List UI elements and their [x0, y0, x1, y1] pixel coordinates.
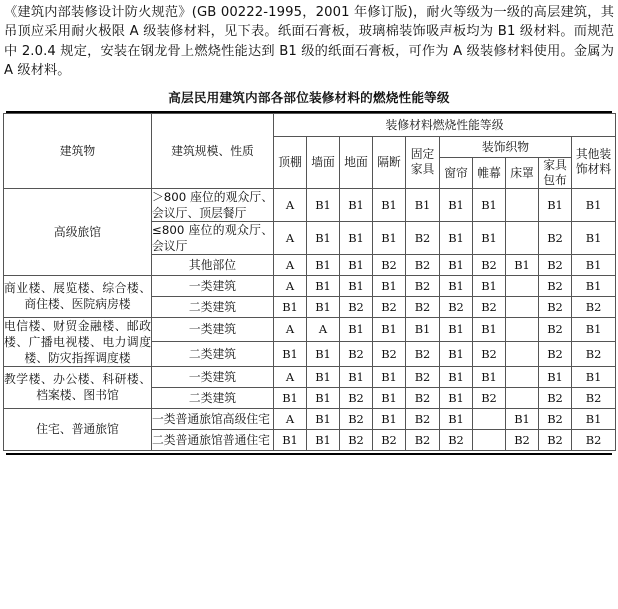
- header-curtain: 窗帘: [440, 157, 473, 188]
- grade-cell: B1: [440, 387, 473, 408]
- grade-cell: B2: [406, 387, 440, 408]
- grade-cell: B1: [307, 188, 340, 221]
- building-type-cell: 商业楼、展览楼、综合楼、商住楼、医院病房楼: [4, 275, 152, 317]
- grade-cell: B2: [473, 254, 506, 275]
- header-wall: 墙面: [307, 136, 340, 188]
- grade-cell: A: [274, 317, 307, 342]
- grade-cell: B1: [539, 366, 572, 387]
- grade-cell: B1: [572, 408, 616, 429]
- table-row: [4, 188, 616, 221]
- grade-cell: B2: [406, 366, 440, 387]
- header-bedspread: 床罩: [506, 157, 539, 188]
- grade-cell: B1: [373, 221, 406, 254]
- table-bottom-rule: [6, 453, 612, 455]
- building-scale-cell: 二类建筑: [152, 342, 274, 367]
- table-wrapper: [0, 111, 618, 455]
- grade-cell: B2: [539, 387, 572, 408]
- grade-cell: B1: [307, 254, 340, 275]
- grade-cell: B2: [406, 275, 440, 296]
- grade-cell: B1: [440, 221, 473, 254]
- grade-cell: B1: [440, 342, 473, 367]
- table-head: [4, 113, 616, 188]
- grade-cell: B2: [539, 342, 572, 367]
- grade-cell: B1: [473, 188, 506, 221]
- grade-cell: B2: [572, 342, 616, 367]
- grade-cell: B1: [572, 317, 616, 342]
- building-scale-cell: 一类建筑: [152, 275, 274, 296]
- header-floor: 地面: [340, 136, 373, 188]
- grade-cell: A: [307, 317, 340, 342]
- grade-cell: B1: [506, 254, 539, 275]
- grade-cell: B2: [539, 317, 572, 342]
- grade-cell: [506, 317, 539, 342]
- building-scale-cell: 一类普通旅馆高级住宅: [152, 408, 274, 429]
- building-scale-cell: ＞800 座位的观众厅、会议厅、顶层餐厅: [152, 189, 273, 220]
- grade-cell: B2: [373, 254, 406, 275]
- grade-cell: B1: [440, 254, 473, 275]
- grade-cell: [506, 366, 539, 387]
- grade-cell: B2: [373, 342, 406, 367]
- header-drape: 帷幕: [473, 157, 506, 188]
- grade-cell: B1: [440, 366, 473, 387]
- grade-cell: [473, 429, 506, 450]
- table-body: [4, 188, 616, 450]
- grade-cell: B2: [572, 387, 616, 408]
- grade-cell: B1: [572, 275, 616, 296]
- grade-cell: B2: [572, 296, 616, 317]
- header-grade-group: 装修材料燃烧性能等级: [274, 113, 616, 136]
- grade-cell: [506, 188, 539, 221]
- building-scale-cell: 二类建筑: [152, 296, 274, 317]
- header-building: 建筑物: [4, 113, 152, 188]
- header-partition: 隔断: [373, 136, 406, 188]
- grade-cell: B1: [340, 366, 373, 387]
- grade-cell: A: [274, 275, 307, 296]
- grade-cell: B1: [307, 221, 340, 254]
- grade-cell: B1: [406, 317, 440, 342]
- grade-cell: [506, 296, 539, 317]
- grade-cell: B1: [572, 221, 616, 254]
- grade-cell: B2: [373, 296, 406, 317]
- grade-cell: B2: [373, 429, 406, 450]
- grade-cell: B1: [440, 275, 473, 296]
- grade-cell: B1: [539, 188, 572, 221]
- grade-cell: A: [274, 188, 307, 221]
- fire-rating-table: [3, 113, 616, 451]
- grade-cell: B1: [340, 317, 373, 342]
- grade-cell: B2: [440, 296, 473, 317]
- grade-cell: B1: [406, 188, 440, 221]
- header-fabric-group: 装饰织物: [440, 136, 572, 157]
- header-scale: 建筑规模、性质: [152, 113, 274, 188]
- grade-cell: B1: [572, 188, 616, 221]
- grade-cell: B1: [572, 254, 616, 275]
- grade-cell: B1: [440, 408, 473, 429]
- grade-cell: B1: [307, 275, 340, 296]
- building-type-cell: 高级旅馆: [4, 188, 152, 275]
- grade-cell: B2: [539, 221, 572, 254]
- grade-cell: B1: [274, 387, 307, 408]
- header-fixed-furniture: 固定家具: [406, 136, 440, 188]
- grade-cell: [506, 221, 539, 254]
- grade-cell: B1: [307, 296, 340, 317]
- grade-cell: B1: [274, 296, 307, 317]
- grade-cell: B1: [340, 254, 373, 275]
- grade-cell: B2: [539, 408, 572, 429]
- building-scale-cell: 一类建筑: [152, 366, 274, 387]
- grade-cell: B2: [539, 275, 572, 296]
- header-other-material: 其他装饰材料: [572, 136, 616, 188]
- grade-cell: B2: [340, 296, 373, 317]
- grade-cell: B1: [307, 387, 340, 408]
- grade-cell: [506, 387, 539, 408]
- grade-cell: B1: [307, 408, 340, 429]
- table-row: [4, 317, 616, 342]
- grade-cell: B1: [473, 366, 506, 387]
- building-type-cell: 电信楼、财贸金融楼、邮政楼、广播电视楼、电力调度楼、防灾指挥调度楼: [4, 318, 151, 365]
- building-type-cell: 教学楼、办公楼、科研楼、档案楼、图书馆: [4, 366, 152, 408]
- grade-cell: B1: [274, 342, 307, 367]
- grade-cell: B1: [274, 429, 307, 450]
- table-caption: 高层民用建筑内部各部位装修材料的燃烧性能等级: [168, 89, 450, 105]
- grade-cell: B1: [307, 342, 340, 367]
- grade-cell: B1: [340, 221, 373, 254]
- grade-cell: A: [274, 254, 307, 275]
- grade-cell: B2: [440, 429, 473, 450]
- grade-cell: B1: [572, 366, 616, 387]
- building-scale-cell: 其他部位: [152, 254, 274, 275]
- grade-cell: B2: [473, 296, 506, 317]
- grade-cell: B2: [406, 296, 440, 317]
- grade-cell: B2: [473, 342, 506, 367]
- grade-cell: B1: [307, 429, 340, 450]
- grade-cell: A: [274, 221, 307, 254]
- grade-cell: B1: [373, 188, 406, 221]
- intro-paragraph: 《建筑内部装修设计防火规范》(GB 00222-1995，2001 年修订版)，耐火等级为一级的高层建筑，其吊顶应采用耐火极限 A 级装修材料，见下表。纸面石膏板，玻璃棉装饰吸声板均为 B1 级材料。而规范中 2.0.4 规定，安装在钢龙骨上燃烧性能达到 B1 级的纸面石膏板，可作为 A 级装修材料使用。金属为 A 级材料。: [4, 5, 614, 79]
- building-scale-cell: 一类建筑: [152, 317, 274, 342]
- header-row-1: [4, 113, 616, 136]
- grade-cell: B2: [572, 429, 616, 450]
- table-row: [4, 366, 616, 387]
- grade-cell: B1: [373, 387, 406, 408]
- grade-cell: B2: [539, 429, 572, 450]
- building-scale-cell: ≤800 座位的观众厅、会议厅: [152, 222, 273, 253]
- grade-cell: [506, 342, 539, 367]
- grade-cell: [506, 275, 539, 296]
- grade-cell: B1: [440, 188, 473, 221]
- grade-cell: B2: [340, 342, 373, 367]
- grade-cell: B1: [373, 408, 406, 429]
- grade-cell: B2: [539, 296, 572, 317]
- grade-cell: B1: [340, 188, 373, 221]
- grade-cell: B2: [406, 254, 440, 275]
- grade-cell: A: [274, 408, 307, 429]
- grade-cell: B1: [373, 366, 406, 387]
- grade-cell: B1: [473, 221, 506, 254]
- grade-cell: B1: [506, 408, 539, 429]
- header-ceiling: 顶棚: [274, 136, 307, 188]
- grade-cell: B1: [473, 317, 506, 342]
- header-furniture-cover: 家具包布: [539, 157, 572, 188]
- building-type-cell: 住宅、普通旅馆: [4, 408, 152, 450]
- grade-cell: [473, 408, 506, 429]
- grade-cell: B1: [340, 275, 373, 296]
- grade-cell: B1: [373, 275, 406, 296]
- table-row: [4, 408, 616, 429]
- grade-cell: B1: [440, 317, 473, 342]
- building-scale-cell: 二类普通旅馆普通住宅: [152, 429, 274, 450]
- grade-cell: A: [274, 366, 307, 387]
- grade-cell: B2: [340, 387, 373, 408]
- grade-cell: B2: [473, 387, 506, 408]
- grade-cell: B1: [473, 275, 506, 296]
- grade-cell: B2: [506, 429, 539, 450]
- grade-cell: B2: [406, 408, 440, 429]
- grade-cell: B1: [373, 317, 406, 342]
- grade-cell: B2: [539, 254, 572, 275]
- grade-cell: B2: [406, 342, 440, 367]
- grade-cell: B2: [340, 408, 373, 429]
- grade-cell: B2: [340, 429, 373, 450]
- building-scale-cell: 二类建筑: [152, 387, 274, 408]
- table-row: [4, 275, 616, 296]
- grade-cell: B2: [406, 429, 440, 450]
- grade-cell: B1: [307, 366, 340, 387]
- grade-cell: B2: [406, 221, 440, 254]
